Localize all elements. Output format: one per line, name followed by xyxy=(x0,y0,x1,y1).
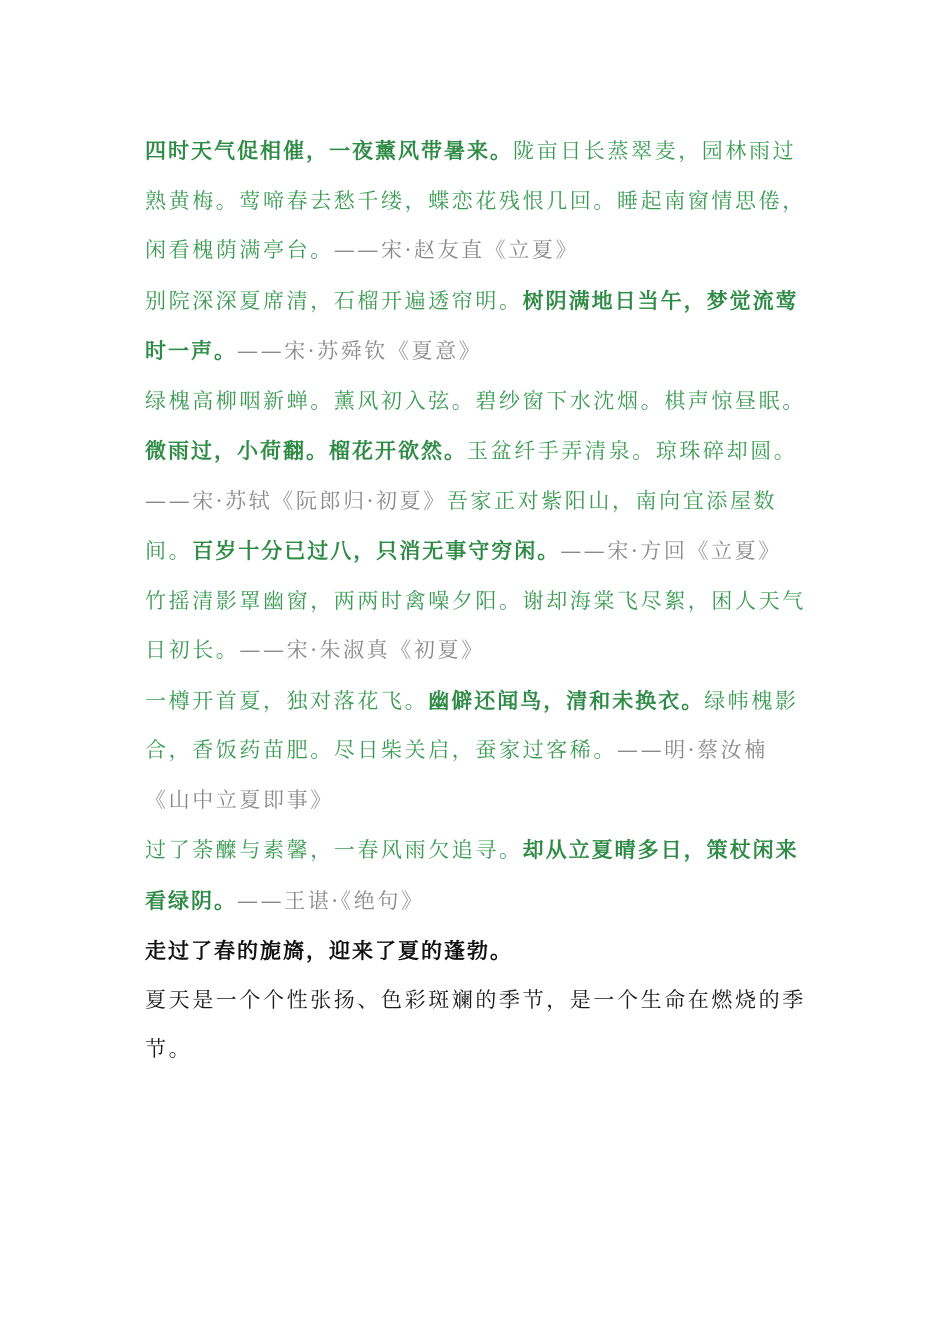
poem-text: 过了荼醾与素馨，一春风雨欠追寻。 xyxy=(145,838,523,862)
poem-text: 一樽开首夏，独对落花飞。 xyxy=(145,688,429,713)
poem-paragraph xyxy=(145,276,810,377)
poem-highlight: 四时天气促相催，一夜薰风带暑来。 xyxy=(145,138,513,163)
poem-paragraph xyxy=(145,577,810,676)
poem-paragraph xyxy=(145,426,810,577)
poem-paragraph xyxy=(145,377,810,427)
poem-source: ——宋·方回《立夏》 xyxy=(560,539,782,563)
poem-source: ——宋·赵友直《立夏》 xyxy=(333,238,580,262)
poem-text: 玉盆纤手弄清泉。琼珠碎却圆。 xyxy=(467,439,798,463)
poem-source: ——宋·苏轼《阮郎归·初夏》 xyxy=(145,488,447,513)
poem-text: 绿帏槐影合，香饭药苗肥。尽日柴关启，蚕家过客稀。 xyxy=(145,688,799,762)
poem-source: ——明·蔡汝楠《山中立夏即事》 xyxy=(145,738,768,812)
poem-source: ——王谌·《绝句》 xyxy=(237,888,425,913)
poem-highlight: 却从立夏晴多日，策杖闲来看绿阴。 xyxy=(145,837,799,913)
closing-body: 夏天是一个个性张扬、色彩斑斓的季节，是一个生命在燃烧的季节。 xyxy=(145,987,806,1061)
poem-highlight: 百岁十分已过八，只消无事守穷闲。 xyxy=(192,538,561,563)
poem-paragraph xyxy=(145,676,810,826)
poem-highlight: 微雨过，小荷翻。榴花开欲然。 xyxy=(145,438,467,463)
poem-text: 别院深深夏席清，石榴开遍透帘明。 xyxy=(145,288,523,313)
poem-text: 吾家正对紫阳山，南向宜添屋数间。 xyxy=(145,488,778,563)
poem-source: ——宋·苏舜钦《夏意》 xyxy=(237,339,483,363)
poem-highlight: 幽僻还闻鸟，清和未换衣。 xyxy=(428,687,705,713)
poem-text: 陇亩日长蒸翠麦，园林雨过熟黄梅。莺啼春去愁千缕，蝶恋花残恨几回。睡起南窗情思倦，闲看槐荫满亭台。 xyxy=(145,139,806,262)
closing-heading: 走过了春的旎旖，迎来了夏的蓬勃。 xyxy=(145,938,513,963)
poem-paragraph xyxy=(145,126,810,276)
poem-paragraph xyxy=(145,825,810,926)
poem-text: 竹摇清影罩幽窗，两两时禽噪夕阳。谢却海棠飞尽絮，困人天气日初长。 xyxy=(145,588,806,662)
poem-text: 绿槐高柳咽新蝉。薰风初入弦。碧纱窗下水沈烟。棋声惊昼眠。 xyxy=(145,388,806,413)
poem-source: ——宋·朱淑真《初夏》 xyxy=(239,638,485,662)
poem-highlight: 树阴满地日当午，梦觉流莺时一声。 xyxy=(145,287,799,363)
